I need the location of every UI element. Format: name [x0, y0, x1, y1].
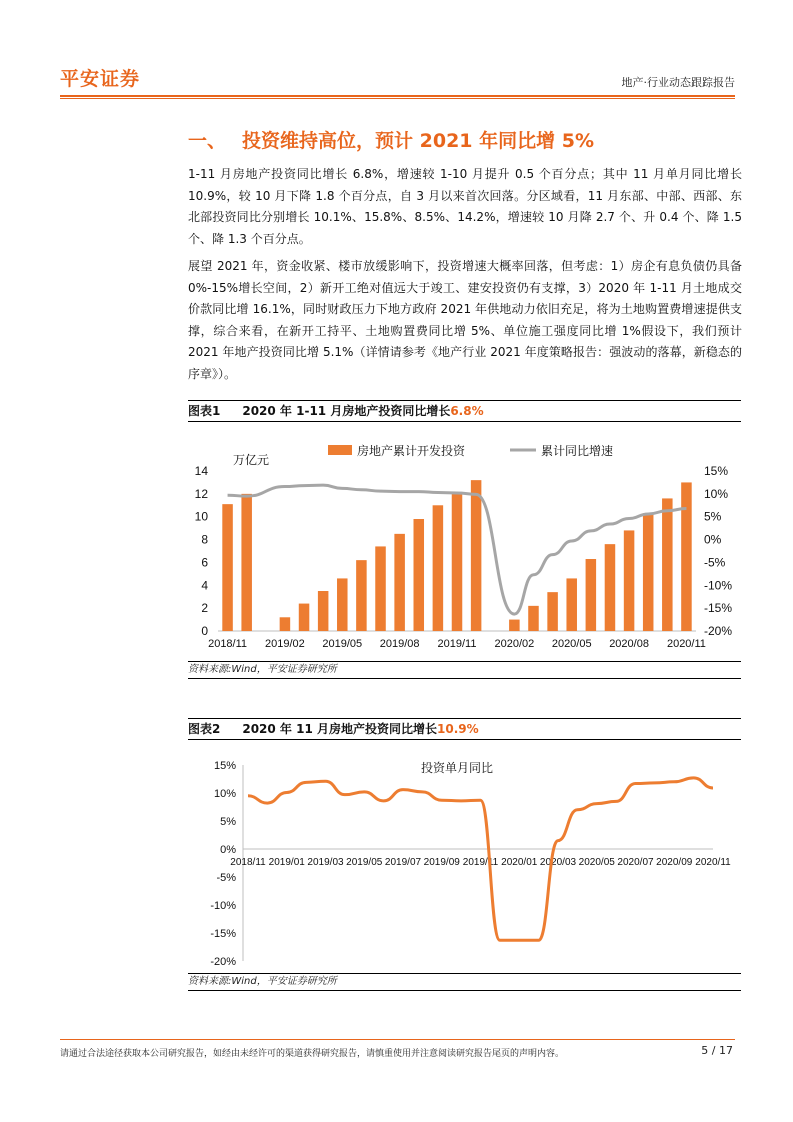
y-tick-5%: 5% — [220, 816, 236, 828]
figure1-title-value: 6.8% — [450, 404, 484, 418]
header-rule-thin — [60, 98, 735, 99]
bar-2020-07 — [605, 544, 616, 631]
x-tick-2020-05: 2020/05 — [551, 638, 592, 650]
y-left-tick-2: 2 — [201, 601, 208, 616]
y-left-tick-8: 8 — [201, 532, 208, 547]
y-tick-10%: 10% — [213, 788, 236, 800]
x-tick-2020-03: 2020/03 — [539, 857, 577, 868]
figure1-label: 图表1 — [188, 404, 221, 418]
x-tick-2019-05: 2019/05 — [322, 638, 363, 650]
x-tick-2020-09: 2020/09 — [656, 857, 693, 868]
bar-2019-03 — [299, 604, 310, 631]
footer-disclaimer: 请通过合法途径获取本公司研究报告，如经由未经许可的渠道获得研究报告，请慎重使用并注意阅读研究报告尾页的声明内容。 — [60, 1049, 565, 1059]
y-left-tick-14: 14 — [194, 464, 208, 478]
bar-2020-11 — [681, 482, 692, 631]
bar-2020-09 — [643, 513, 654, 631]
bar-2019-07 — [375, 546, 386, 631]
paragraph-investment-summary: 1-11 月房地产投资同比增长 6.8%，增速较 1-10 月提升 0.5 个百分点；其中 11 月单月同比增长 10.9%，较 10 月下降 1.8 个百分点，自 3 月以来首次回落。分区域看，11 月东部、中部、西部、东北部投资同比分别增长 10.1%、15.8%、8.5%、14.2%，增速较 10 月降 2.7 个、升 0.4 个、降 1.5 个、降 1.3 个百分点。 — [188, 167, 742, 246]
x-tick-2019-08: 2019/08 — [379, 638, 420, 650]
bar-2020-04 — [547, 592, 558, 631]
x-tick-2019-03: 2019/03 — [307, 857, 344, 868]
x-tick-2019-05: 2019/05 — [346, 857, 383, 868]
y-left-tick-12: 12 — [194, 486, 208, 501]
x-tick-2019-01: 2019/01 — [268, 857, 305, 868]
x-tick-2018-11: 2018/11 — [208, 638, 248, 650]
section-number: 一、 — [188, 130, 227, 152]
y-right-tick-0%: 0% — [704, 532, 722, 547]
y-tick--20%: -20% — [210, 956, 236, 968]
report-category: 地产·行业动态跟踪报告 — [621, 76, 735, 89]
x-tick-2020-11: 2020/11 — [695, 857, 731, 868]
paragraph-outlook-2021: 展望 2021 年，资金收紧、楼市放缓影响下，投资增速大概率回落，但考虑：1）房企有息负债仍具备 0%-15%增长空间，2）新开工绝对值远大于竣工、建安投资仍有支撑，3）2020 年 1-11 月土地成交价款同比增 16.1%，同时财政压力下地方政府 2021 年供地动力依旧充足，将为土地购置费增速提供支撑，综合来看，在新开工持平、土地购置费同比增 5%、单位施工强度同比增 1%假设下，我们预计 2021 年地产投资同比增 5.1%（详情请参考《地产行业 2021 年度策略报告：强波动的落幕，新稳态的序章》）。 — [188, 259, 742, 381]
x-tick-2019-09: 2019/09 — [423, 857, 460, 868]
x-tick-2020-05: 2020/05 — [578, 857, 615, 868]
legend-swatch-bar — [328, 445, 352, 455]
chart2-title: 投资单月同比 — [421, 761, 494, 775]
y-tick-15%: 15% — [213, 760, 236, 772]
x-tick-2020-08: 2020/08 — [609, 638, 649, 650]
section-title-text: 投资维持高位，预计 2021 年同比增 5% — [242, 130, 594, 152]
bar-2020-03 — [528, 606, 539, 631]
bar-2019-09 — [414, 519, 425, 631]
figure1-chart — [188, 423, 741, 661]
y-tick--15%: -15% — [210, 928, 236, 940]
figure1-source: 资料来源:Wind，平安证券研究所 — [188, 661, 741, 679]
x-tick-2019-02: 2019/02 — [265, 638, 305, 650]
x-tick-2020-07: 2020/07 — [617, 857, 654, 868]
bar-2019-04 — [318, 591, 329, 631]
y-tick--5%: -5% — [216, 872, 236, 884]
y-left-tick-10: 10 — [194, 509, 208, 524]
figure2-chart — [188, 741, 741, 973]
y-left-tick-0: 0 — [201, 624, 208, 638]
y-right-tick--15%: -15% — [704, 601, 733, 616]
figure1-header — [188, 400, 741, 422]
bar-2019-02 — [280, 617, 291, 631]
legend-label-line: 累计同比增速 — [541, 444, 614, 458]
y-right-tick-5%: 5% — [704, 509, 722, 524]
y-tick--10%: -10% — [210, 900, 236, 912]
brand-logo: 平安证券 — [60, 68, 141, 90]
page-number: 5 / 17 — [701, 1044, 733, 1057]
figure2-label: 图表2 — [188, 722, 221, 736]
bar-2018-12 — [241, 494, 252, 631]
bar-2019-08 — [394, 534, 405, 631]
header-rule — [60, 95, 735, 97]
y-right-tick--10%: -10% — [704, 578, 733, 593]
figure2-source: 资料来源:Wind，平安证券研究所 — [188, 973, 741, 991]
bar-2019-05 — [337, 578, 348, 631]
y-right-tick--5%: -5% — [704, 555, 726, 570]
bar-2020-06 — [586, 559, 597, 631]
figure2-title: 2020 年 11 月房地产投资同比增长 — [242, 722, 437, 736]
y-left-tick-4: 4 — [201, 578, 208, 593]
x-tick-2018-11: 2018/11 — [230, 857, 266, 868]
bar-2019-12 — [471, 480, 482, 631]
y-right-tick-10%: 10% — [704, 486, 729, 501]
bar-2019-06 — [356, 560, 367, 631]
legend-label-bar: 房地产累计开发投资 — [357, 444, 466, 458]
bar-2020-05 — [566, 578, 577, 631]
y-tick-0%: 0% — [220, 844, 236, 856]
x-tick-2020-11: 2020/11 — [666, 638, 706, 650]
figure2-header — [188, 718, 741, 740]
x-tick-2019-11: 2019/11 — [462, 857, 499, 868]
bar-2019-11 — [452, 493, 463, 631]
bar-2020-10 — [662, 498, 673, 631]
figure2-title-value: 10.9% — [437, 722, 479, 736]
x-tick-2020-02: 2020/02 — [494, 638, 535, 650]
x-tick-2020-01: 2020/01 — [501, 857, 538, 868]
bar-2019-10 — [433, 505, 444, 631]
bar-2020-02 — [509, 620, 520, 631]
bar-2018-11 — [222, 504, 233, 631]
bar-2020-08 — [624, 530, 635, 631]
y-left-tick-6: 6 — [201, 555, 208, 570]
footer-rule — [60, 1039, 735, 1040]
unit-label: 万亿元 — [233, 453, 270, 467]
x-tick-2019-11: 2019/11 — [437, 638, 477, 650]
y-right-tick-15%: 15% — [704, 464, 729, 478]
section-title — [188, 126, 594, 153]
y-right-tick--20%: -20% — [704, 624, 733, 638]
figure1-title: 2020 年 1-11 月房地产投资同比增长 — [242, 404, 451, 418]
x-tick-2019-07: 2019/07 — [384, 857, 422, 868]
